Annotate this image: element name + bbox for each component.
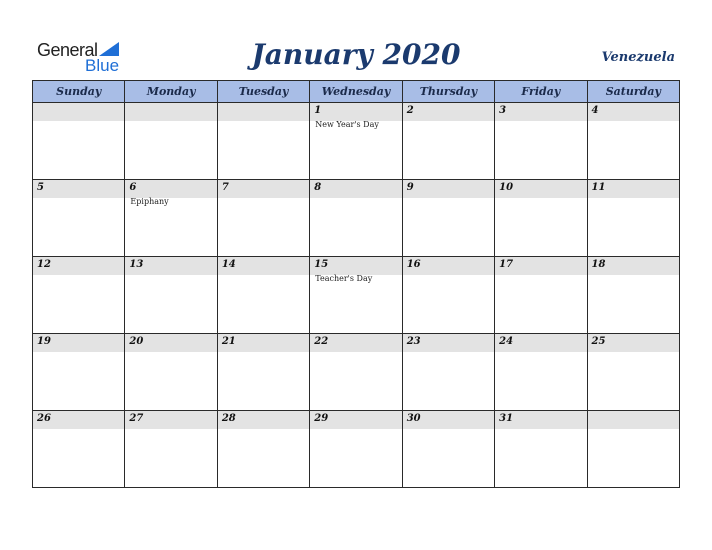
day-number-bar [588, 411, 679, 429]
day-cell [495, 103, 587, 180]
day-number: 10 [499, 182, 514, 193]
day-number-bar [403, 103, 494, 121]
day-cell [125, 411, 217, 488]
day-number: 5 [37, 182, 44, 193]
weekday-saturday: Saturday [587, 81, 679, 103]
day-number-bar [403, 411, 494, 429]
day-cell [587, 411, 679, 488]
day-number: 24 [499, 336, 514, 347]
day-cell [310, 103, 402, 180]
day-cell [217, 334, 309, 411]
day-cell [587, 103, 679, 180]
day-cell [310, 180, 402, 257]
day-number-bar [33, 257, 124, 275]
day-cell [33, 257, 125, 334]
day-number: 19 [37, 336, 51, 347]
day-cell [217, 180, 309, 257]
day-cell [125, 103, 217, 180]
day-number: 22 [314, 336, 329, 347]
day-number: 3 [499, 105, 507, 116]
day-number-bar [125, 103, 216, 121]
calendar-title: January 2020 [251, 38, 461, 71]
weekday-tuesday: Tuesday [217, 81, 309, 103]
week-row [33, 334, 680, 411]
day-number-bar [310, 180, 401, 198]
day-number: 7 [221, 182, 229, 193]
day-number-bar [125, 411, 216, 429]
day-cell [33, 180, 125, 257]
day-number: 6 [129, 182, 137, 193]
day-cell [587, 257, 679, 334]
day-cell [402, 257, 494, 334]
day-number-bar [495, 334, 586, 352]
day-cell [310, 257, 402, 334]
day-number-bar [218, 180, 309, 198]
day-number-bar [403, 257, 494, 275]
day-number: 13 [129, 259, 144, 270]
day-number: 21 [221, 336, 236, 347]
holiday-label: New Year's Day [315, 120, 379, 129]
day-number-bar [495, 257, 586, 275]
weekday-wednesday: Wednesday [310, 81, 402, 103]
day-number-bar [33, 411, 124, 429]
day-number-bar [310, 334, 401, 352]
week-row [33, 257, 680, 334]
day-cell [495, 257, 587, 334]
day-number-bar [218, 257, 309, 275]
day-number: 12 [37, 259, 51, 270]
day-number-bar [495, 103, 586, 121]
day-cell [217, 103, 309, 180]
day-cell [33, 103, 125, 180]
country-label: Venezuela [601, 50, 675, 65]
day-number-bar [588, 334, 679, 352]
day-cell [587, 180, 679, 257]
week-row [33, 180, 680, 257]
holiday-label: Teacher's Day [315, 274, 373, 283]
day-number: 11 [591, 182, 606, 193]
day-number-bar [403, 334, 494, 352]
day-number: 18 [591, 259, 606, 270]
day-number-bar [218, 103, 309, 121]
day-number: 27 [129, 413, 144, 424]
day-number-bar [218, 411, 309, 429]
logo-text-general: General [37, 40, 98, 60]
day-number: 20 [129, 336, 144, 347]
day-cell [402, 180, 494, 257]
day-cell [125, 334, 217, 411]
day-number: 26 [37, 413, 51, 424]
day-number: 16 [406, 259, 421, 270]
day-number-bar [125, 180, 216, 198]
day-number-bar [403, 180, 494, 198]
day-number: 14 [221, 259, 236, 270]
day-number-bar [588, 257, 679, 275]
weekday-friday: Friday [495, 81, 587, 103]
weekday-sunday: Sunday [33, 81, 125, 103]
day-cell [217, 411, 309, 488]
day-number-bar [495, 180, 586, 198]
day-number: 1 [314, 105, 322, 116]
day-cell [310, 411, 402, 488]
day-number-bar [310, 257, 401, 275]
day-number: 15 [314, 259, 329, 270]
day-number: 31 [499, 413, 514, 424]
day-number-bar [588, 103, 679, 121]
day-number-bar [125, 257, 216, 275]
day-cell [587, 334, 679, 411]
day-number-bar [310, 411, 401, 429]
holiday-label: Epiphany [130, 197, 169, 206]
day-number-bar [310, 103, 401, 121]
day-number-bar [588, 180, 679, 198]
day-cell [310, 334, 402, 411]
day-cell [125, 257, 217, 334]
logo-text-blue: Blue [85, 56, 120, 75]
day-number-bar [125, 334, 216, 352]
day-number: 2 [406, 105, 414, 116]
day-cell [495, 411, 587, 488]
day-cell [33, 334, 125, 411]
day-number: 28 [221, 413, 236, 424]
day-number-bar [33, 334, 124, 352]
day-number: 8 [314, 182, 322, 193]
weekday-thursday: Thursday [402, 81, 494, 103]
week-row [33, 103, 680, 180]
day-cell [125, 180, 217, 257]
day-cell [217, 257, 309, 334]
day-cell [495, 334, 587, 411]
day-number: 25 [591, 336, 606, 347]
day-number-bar [218, 334, 309, 352]
day-number-bar [33, 180, 124, 198]
day-cell [33, 411, 125, 488]
week-row [33, 411, 680, 488]
day-cell [495, 180, 587, 257]
weekday-header-row [33, 81, 680, 103]
day-number: 17 [499, 259, 514, 270]
day-cell [402, 334, 494, 411]
day-number: 23 [406, 336, 421, 347]
day-cell [402, 103, 494, 180]
day-number: 30 [406, 413, 421, 424]
weekday-monday: Monday [125, 81, 217, 103]
day-number: 29 [314, 413, 329, 424]
day-number: 4 [591, 105, 599, 116]
day-number-bar [495, 411, 586, 429]
day-number: 9 [406, 182, 414, 193]
calendar-grid [32, 80, 680, 488]
day-number-bar [33, 103, 124, 121]
day-cell [402, 411, 494, 488]
